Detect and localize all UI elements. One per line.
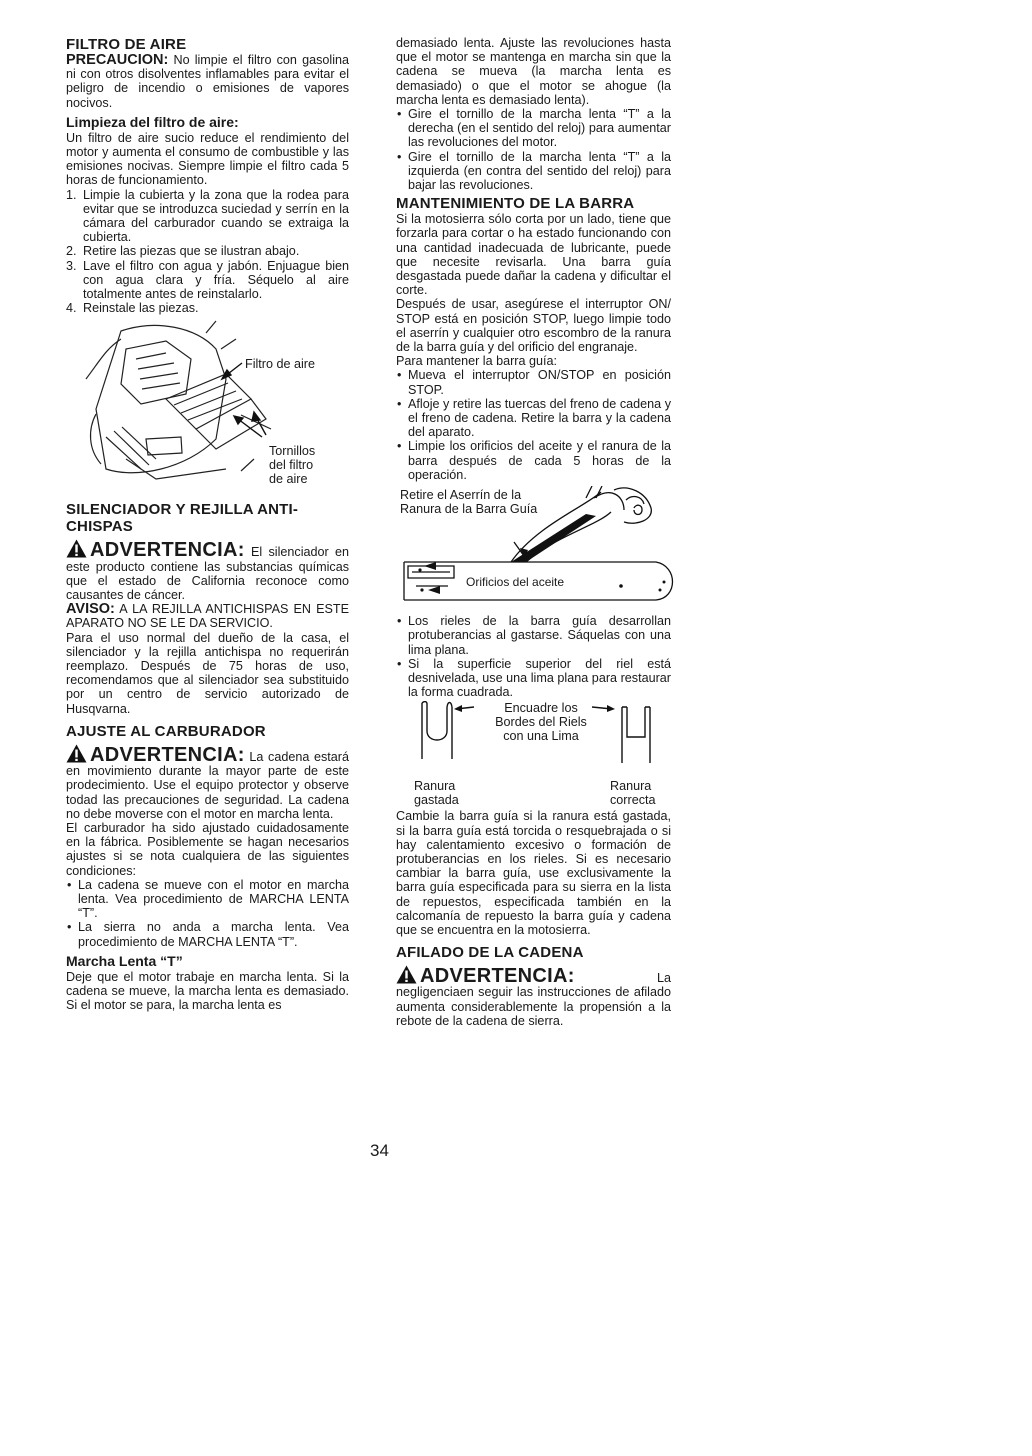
warning-triangle-icon [66, 539, 87, 558]
label-encuadre: Encuadre los Bordes del Riels con una Lima [495, 701, 587, 744]
left-column [66, 36, 349, 1012]
page-number: 34 [370, 1141, 389, 1160]
marcha-paragraph: Deje que el motor trabaje en marcha lenta. Si la cadena se mueve, la marcha lenta es demasiado. Si el motor se para, la marcha lenta es [66, 969, 349, 1013]
list-item: • Si la superficie superior del riel está desnivelada, use una lima plana para restaurar la forma cuadrada. [396, 657, 671, 700]
subtitle-limpieza: Limpieza del filtro de aire: [66, 113, 239, 130]
label-retire-aserrin: Retire el Aserrín de la Ranura de la Barra Guía [400, 488, 538, 517]
list-item: • La sierra no anda a marcha lenta. Vea procedimiento de MARCHA LENTA “T”. [66, 920, 349, 948]
warning-triangle-icon [66, 744, 87, 763]
rail-steps [396, 614, 671, 699]
right-column [396, 36, 671, 1028]
limpieza-paragraph: Un filtro de aire sucio reduce el rendimiento del motor y aumenta el consumo de combustible y las emisiones nocivas. Siempre limpie el filtro cada 5 horas de funcionamiento. [66, 130, 349, 188]
section-title-silenciador: SILENCIADOR Y REJILLA ANTI- CHISPAS [66, 501, 299, 536]
label-filtro-de-aire: Filtro de aire [245, 357, 315, 372]
list-item: 2. Retire las piezas que se ilustran abajo. [66, 244, 300, 259]
list-item: • Afloje y retire las tuercas del freno de cadena y el freno de cadena. Retire la barra y la cadena del aparato. [396, 397, 671, 440]
advertencia-silenciador: ADVERTENCIA: El silenciador en este producto contiene las substancias químicas que el estado de California reconoce como causantes de cáncer. [66, 539, 350, 603]
carburador-paragraph: El carburador ha sido ajustado cuidadosamente en la fábrica. Posiblemente se hagan necesarios ajustes si se nota cualquiera de las siguientes condiciones: [66, 820, 349, 878]
mantenimiento-paragraph-1: Si la motosierra sólo corta por un lado, tiene que forzarla para cortar o ha estado funcionando con una cantidad inadecuada de lubricante, puede que necesite revisarla. Una barra guía desgastada puede dañar la cadena y dificultar el corte. [396, 212, 671, 298]
list-item: 4. Reinstale las piezas. [66, 301, 199, 316]
advertencia-carburador: ADVERTENCIA: La cadena estará en movimiento durante la mayor parte de este prodecimiento. Use el equipo protector y observe todad las precauciones de seguridad. La cadena no debe moverse con el motor en marcha lenta. [66, 743, 350, 821]
list-item: • La cadena se mueve con el motor en marcha lenta. Vea procedimiento de MARCHA LENTA “T”. [66, 878, 349, 921]
cambie-paragraph: Cambie la barra guía si la ranura está gastada, si la barra guía está torcida o resquebrajada o si hay calentamiento excesivo o formación de protuberancias en los rieles. Si es necesario cambiar la barra guía, use exclusivamente la barra guía especificada para su sierra en la lista de repuestos, especificada también en la calcomanía de repuesto la barra guía y cadena que se encuentra en la motosierra. [396, 809, 671, 937]
label-ranura-gastada: Ranura gastada [414, 779, 459, 808]
guide-bar-figure [396, 486, 671, 612]
marcha-screw-steps [396, 107, 671, 192]
aviso-detail: Para el uso normal del dueño de la casa, el silenciador y la rejilla antichispa no requerirán reemplazo. Después de 75 horas de uso, recomendamos que al silenciador sea substituido por un centro de servicio autorizado de Husqvarna. [66, 630, 349, 716]
mantenimiento-paragraph-2: Después de usar, asegúrese el interruptor ON/ STOP está en posición STOP, luego limpie todo el aserrín y cualquier otro escombro de la ranura de la barra guía y del orificio del engranaje. [396, 297, 671, 355]
limpieza-steps [66, 188, 349, 316]
list-item: • Gire el tornillo de la marcha lenta “T” a la derecha (en el sentido del reloj) para aumentar las revoluciones del motor. [396, 107, 671, 150]
list-item: 3. Lave el filtro con agua y jabón. Enjuague bien con agua clara y fría. Séquelo al aire totalmente antes de reinstalarlo. [66, 258, 349, 302]
section-title-mantenimiento: MANTENIMIENTO DE LA BARRA [396, 195, 635, 213]
subtitle-marcha-lenta: Marcha Lenta “T” [66, 952, 183, 969]
section-title-afilado: AFILADO DE LA CADENA [396, 944, 584, 962]
mantenimiento-steps [396, 368, 671, 482]
label-ranura-correcta: Ranura correcta [610, 779, 656, 808]
list-item: • Los rieles de la barra guía desarrollan protuberancias al gastarse. Sáquelas con una lima plana. [396, 614, 671, 657]
section-title-ajuste: AJUSTE AL CARBURADOR [66, 722, 266, 740]
groove-figure [396, 701, 671, 809]
list-item: 1. Limpie la cubierta y la zona que la rodea para evitar que se introduzca suciedad y serrín en la cámara del carburador cuando se extraiga la cubierta. [66, 187, 349, 245]
marcha-continued: demasiado lenta. Ajuste las revoluciones hasta que el motor se mantenga en marcha sin que la cadena se mueva (la marcha lenta es demasiado) o que el motor se ahogue (la marcha lenta es demasiado lenta). [396, 36, 671, 107]
mantenimiento-paragraph-3: Para mantener la barra guía: [396, 354, 558, 369]
label-orificios-aceite: Orificios del aceite [466, 575, 565, 590]
list-item: • Gire el tornillo de la marcha lenta “T” a la izquierda (en contra del sentido del reloj) para bajar las revoluciones. [396, 150, 671, 193]
precaucion-paragraph [66, 53, 349, 110]
advertencia-afilado: ADVERTENCIA: La negligenciaen seguir las instrucciones de afilado aumenta considerablemente la propensión a la rebote de la cadena de sierra. [396, 965, 671, 1028]
warning-triangle-icon [396, 965, 417, 984]
carburador-conditions [66, 878, 349, 949]
precaucion-text: No limpie el filtro con gasolina ni con otros disolventes inflamables para evitar el peligro de incendio o emisiones de vapores nocivos. [66, 53, 349, 110]
aviso-paragraph: AVISO: A LA REJILLA ANTICHISPAS EN ESTE APARATO NO SE LE DA SERVICIO. [66, 601, 349, 631]
list-item: • Limpie los orificios del aceite y el ranura de la barra después de cada 5 horas de la operación. [396, 439, 671, 482]
section-title-filtro-de-aire: FILTRO DE AIRE [66, 36, 187, 53]
label-tornillos: Tornillos del filtro de aire [269, 444, 316, 487]
air-filter-figure [66, 319, 349, 489]
precaucion-label: PRECAUCION: [66, 52, 169, 68]
list-item: • Mueva el interruptor ON/STOP en posición STOP. [396, 368, 671, 396]
aviso-label: AVISO: [66, 601, 115, 618]
